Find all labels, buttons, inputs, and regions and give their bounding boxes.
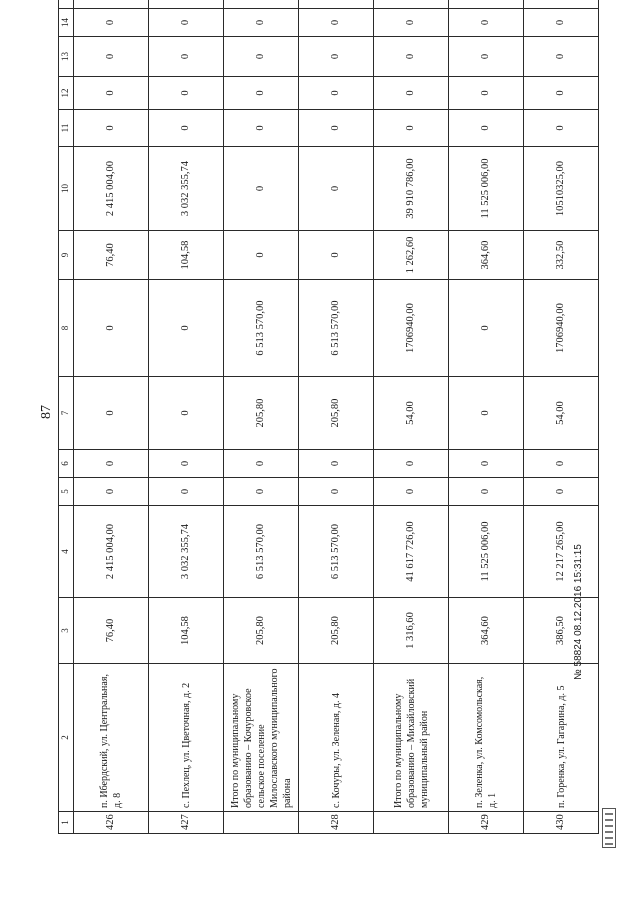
value-cell: 0	[374, 110, 449, 147]
column-number: 14	[59, 9, 74, 37]
value-cell: 0	[74, 9, 149, 37]
value-cell: 0	[224, 450, 299, 478]
value-cell	[149, 0, 224, 9]
column-number	[59, 0, 74, 9]
value-cell: 0	[149, 377, 224, 450]
value-cell: 76,40	[74, 231, 149, 280]
address-cell: п. Зеленка, ул. Комсомольская, д. 1	[449, 664, 524, 812]
value-cell: 0	[299, 478, 374, 506]
value-cell: 205,80	[299, 598, 374, 664]
value-cell: 0	[374, 77, 449, 110]
value-cell: 0	[524, 450, 599, 478]
column-number-row	[59, 0, 74, 834]
column-number: 4	[59, 506, 74, 598]
value-cell: 12 217 265,00	[524, 506, 599, 598]
value-cell: 0	[299, 77, 374, 110]
address-cell: с. Кочуры, ул. Зеленая, д. 4	[299, 664, 374, 812]
value-cell	[449, 0, 524, 9]
column-number: 10	[59, 147, 74, 231]
value-cell: 1706940,00	[524, 280, 599, 377]
value-cell: 1 262,60	[374, 231, 449, 280]
address-cell: Итого по муниципальному образованию – Кочуровское сельское поселение Милославского муниципального района	[224, 664, 299, 812]
table-row	[149, 0, 224, 834]
value-cell: 54,00	[374, 377, 449, 450]
row-number-cell	[374, 812, 449, 834]
value-cell: 0	[449, 377, 524, 450]
value-cell: 0	[74, 280, 149, 377]
table-row	[74, 0, 149, 834]
stamp-mark	[602, 808, 616, 848]
value-cell: 6 513 570,00	[299, 506, 374, 598]
value-cell: 76,40	[74, 598, 149, 664]
value-cell: 205,80	[224, 598, 299, 664]
value-cell: 0	[74, 377, 149, 450]
column-number: 7	[59, 377, 74, 450]
value-cell: 0	[224, 478, 299, 506]
value-cell: 0	[149, 9, 224, 37]
value-cell: 0	[224, 231, 299, 280]
row-number-cell: 426	[74, 812, 149, 834]
value-cell: 0	[374, 37, 449, 77]
table-row	[524, 0, 599, 834]
address-cell: Итого по муниципальному образованию – Михайловский муниципальный район	[374, 664, 449, 812]
value-cell: 0	[299, 231, 374, 280]
value-cell: 0	[449, 450, 524, 478]
value-cell: 0	[149, 110, 224, 147]
value-cell: 0	[149, 280, 224, 377]
value-cell: 0	[299, 9, 374, 37]
row-number-cell: 430	[524, 812, 599, 834]
row-number-cell: 427	[149, 812, 224, 834]
value-cell: 0	[149, 37, 224, 77]
value-cell: 386,50	[524, 598, 599, 664]
value-cell: 0	[224, 77, 299, 110]
value-cell: 0	[74, 478, 149, 506]
value-cell: 0	[449, 37, 524, 77]
document-code: № 58824 08.12.2016 15:31:15	[573, 544, 584, 680]
value-cell: 0	[524, 9, 599, 37]
value-cell: 0	[374, 450, 449, 478]
value-cell: 0	[449, 9, 524, 37]
value-cell: 0	[299, 110, 374, 147]
table-container	[58, 17, 593, 834]
value-cell: 6 513 570,00	[299, 280, 374, 377]
column-number: 13	[59, 37, 74, 77]
value-cell: 0	[224, 9, 299, 37]
value-cell: 10510325,00	[524, 147, 599, 231]
column-number: 3	[59, 598, 74, 664]
value-cell: 0	[524, 110, 599, 147]
table-row	[299, 0, 374, 834]
value-cell: 0	[449, 110, 524, 147]
value-cell: 3 032 355,74	[149, 506, 224, 598]
address-cell: п. Горенка, ул. Гагарина, д. 5	[524, 664, 599, 812]
value-cell: 0	[299, 450, 374, 478]
value-cell: 0	[524, 37, 599, 77]
value-cell: 0	[524, 478, 599, 506]
value-cell: 2 415 004,00	[74, 506, 149, 598]
value-cell: 0	[74, 110, 149, 147]
value-cell: 0	[74, 37, 149, 77]
value-cell	[374, 0, 449, 9]
value-cell: 205,80	[299, 377, 374, 450]
value-cell: 0	[74, 450, 149, 478]
value-cell: 3 032 355,74	[149, 147, 224, 231]
value-cell: 2 415 004,00	[74, 147, 149, 231]
column-number: 2	[59, 664, 74, 812]
column-number: 5	[59, 478, 74, 506]
table-row	[449, 0, 524, 834]
value-cell	[74, 0, 149, 9]
row-number-cell: 428	[299, 812, 374, 834]
value-cell: 11 525 006,00	[449, 147, 524, 231]
value-cell: 0	[74, 77, 149, 110]
value-cell: 0	[449, 280, 524, 377]
address-cell: с. Пехлец, ул. Цветочная, д. 2	[149, 664, 224, 812]
value-cell: 0	[374, 9, 449, 37]
value-cell: 1 316,60	[374, 598, 449, 664]
value-cell: 0	[149, 450, 224, 478]
page-number: 87	[39, 405, 54, 419]
value-cell: 0	[224, 110, 299, 147]
column-number: 11	[59, 110, 74, 147]
value-cell: 0	[149, 478, 224, 506]
value-cell: 104,58	[149, 598, 224, 664]
value-cell: 39 910 786,00	[374, 147, 449, 231]
value-cell: 0	[374, 478, 449, 506]
value-cell: 41 617 726,00	[374, 506, 449, 598]
value-cell	[524, 0, 599, 9]
value-cell: 104,58	[149, 231, 224, 280]
registry-table	[58, 0, 599, 834]
table-row	[374, 0, 449, 834]
value-cell: 0	[224, 37, 299, 77]
value-cell: 0	[449, 478, 524, 506]
table-row	[224, 0, 299, 834]
value-cell: 0	[149, 77, 224, 110]
value-cell: 0	[299, 147, 374, 231]
value-cell: 205,80	[224, 377, 299, 450]
value-cell: 364,60	[449, 231, 524, 280]
value-cell: 0	[299, 37, 374, 77]
address-cell: п. Ибердский, ул. Центральная, д. 8	[74, 664, 149, 812]
value-cell	[224, 0, 299, 9]
value-cell: 0	[224, 147, 299, 231]
value-cell: 364,60	[449, 598, 524, 664]
value-cell: 332,50	[524, 231, 599, 280]
column-number: 1	[59, 812, 74, 834]
value-cell: 11 525 006,00	[449, 506, 524, 598]
value-cell: 1706940,00	[374, 280, 449, 377]
column-number: 8	[59, 280, 74, 377]
value-cell: 0	[449, 77, 524, 110]
value-cell	[299, 0, 374, 9]
value-cell: 6 513 570,00	[224, 280, 299, 377]
column-number: 9	[59, 231, 74, 280]
value-cell: 6 513 570,00	[224, 506, 299, 598]
row-number-cell	[224, 812, 299, 834]
row-number-cell: 429	[449, 812, 524, 834]
column-number: 12	[59, 77, 74, 110]
value-cell: 54,00	[524, 377, 599, 450]
column-number: 6	[59, 450, 74, 478]
value-cell: 0	[524, 77, 599, 110]
